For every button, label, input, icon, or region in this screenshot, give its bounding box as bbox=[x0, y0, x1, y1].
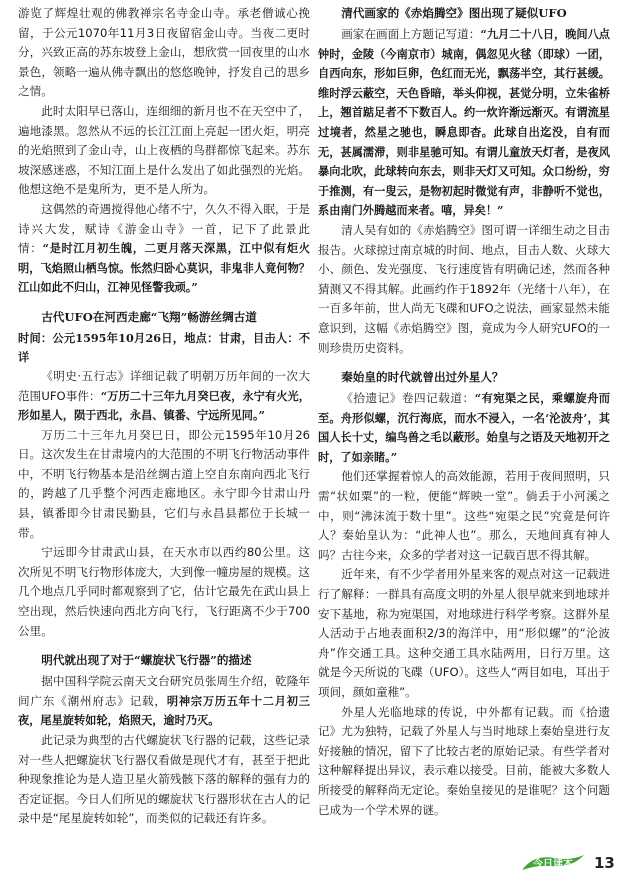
heading-qin-shihuang: 秦始皇的时代就曾出过外星人？ bbox=[341, 370, 504, 385]
logo-text: 今日读本 bbox=[533, 859, 573, 870]
paragraph-wu-youru: 清人吴有如的《赤焰腾空》图可谓一详细生动之目击报告。火球掠过南京城的时间、地点，目击人数、火球大小、颜色、发光强度、飞行速度皆有明确记述，然而各种猜测又不得其解。此画约作于1892年（光绪十八年），在一百多年前，世人尚无飞碟和UFO之说法，画家显然未能意识到，这幅《赤焰腾空》图，竟成为今人研究UFO的一则珍贵历史资料。 bbox=[318, 222, 610, 355]
paragraph-wushan: 宁远即今甘肃武山县，在天水市以西约80公里。这次所见不明飞行物形体庞大，大到像一幢房屋的规模。这几个地点几乎同时都观察到了它，估计它最先在武山县上空出现，然后快速向西北方向飞行，飞行距离不少于700公里。 bbox=[18, 545, 310, 638]
paragraph-spiral-record: 此记录为典型的古代螺旋状飞行器的记载，这些记录对一些人把螺旋状飞行器仅看做是现代才有，甚至于把此种现象推论为是人造卫星火箭残骸下落的解释的强有力的否定证据。今日人们所见的螺旋状飞行器形状在古人的记录中是“尾星旋转如轮”，而类似的记载还有许多。 bbox=[18, 733, 310, 826]
chaozhou-intro: 据中国科学院云南天文台研究员张周生介绍，乾隆年间广东《潮州府志》记载， bbox=[18, 674, 310, 708]
inscription-intro: 画家在画面上方题记写道： bbox=[341, 27, 481, 41]
poem-quote: “是时江月初生魄，二更月落天深黑，江中似有炬火明，飞焰照山栖鸟惊。怅然归卧心莫识，非鬼非人竟何物？江山如此不归山，江神见怪警我顽。” bbox=[18, 241, 310, 295]
event-meta-1595: 时间：公元1595年10月26日，地点：甘肃，目击人：不详 bbox=[18, 330, 310, 364]
mingshi-intro: 《明史·五行志》详细记载了明朝万历年间的一次大范围UFO事件： bbox=[18, 368, 310, 403]
mingshi-quote: “万历二十三年九月癸巳夜，永宁有火光，形如星人，陨于西北，永昌、镇番、宁远所见同。” bbox=[18, 388, 310, 423]
paragraph-chaozhou bbox=[18, 672, 310, 731]
paragraph-night-fire: 此时太阳早已落山，连细细的新月也不在天空中了，遍地漆黑。忽然从不远的长江江面上亮起一团火炬，明亮的光焰照到了金山寺，山上夜栖的鸟群都惊飞起来。苏东坡深感迷惑，不知江面上是什么发出了如此强烈的光焰。他想这绝不是鬼所为，更不是人所为。 bbox=[18, 103, 310, 197]
paragraph-painting-inscription bbox=[318, 25, 610, 221]
shiyiji-intro: 《拾遗记》卷四记载道： bbox=[341, 391, 475, 406]
paragraph-mingshi bbox=[18, 367, 310, 426]
heading-spiral-craft: 明代就出现了对于“螺旋状飞行器”的描述 bbox=[41, 653, 252, 668]
paragraph-1595-event: 万历二十三年九月癸巳日，即公元1595年10月26日。这次发生在甘肃境内的大范围的不明飞行物活动事件中，不明飞行物基本是沿丝绸古道上空自东南向西北飞行的，跨越了几乎整个河西走廊地区。永宁即今甘肃山丹县，镇番即今甘肃民勤县，它们与永昌县都位于长城一带。 bbox=[18, 427, 310, 540]
right-column bbox=[318, 4, 610, 820]
left-column bbox=[18, 4, 310, 829]
paragraph-jinshan-visit: 游览了辉煌壮观的佛教禅宗名寺金山寺。承老僧诚心挽留，于公元1070年11月3日夜留宿金山寺。当夜二更时分，兴致正高的苏东坡登上金山，想欣赏一回夜里的山水景色，领略一遍从佛寺飘出的悠悠晚钟，抒发自己的思乡之情。 bbox=[18, 6, 310, 99]
paragraph-poem-intro bbox=[18, 200, 310, 298]
paragraph-shiyiji bbox=[318, 389, 610, 467]
page-number: 13 bbox=[594, 854, 615, 872]
heading-hexi-corridor: 古代UFO在河西走廊“飞翔”畅游丝绸古道 bbox=[41, 309, 257, 324]
magazine-logo bbox=[520, 852, 586, 874]
poem-intro-text: 这偶然的奇遇搅得他心绪不宁，久久不得入眠，于是诗兴大发，赋诗《游金山寺》一首，记下了此景此情： bbox=[18, 201, 310, 256]
paragraph-alien-explanation: 近年来，有不少学者用外星来客的观点对这一记载进行了解释：一群具有高度文明的外星人很早就来到地球并安下基地，称为宛渠国，对地球进行科学考察。这群外星人活动于占地表面积2/3的海洋中，用“形似螺”的“沦波舟”作交通工具。这种交通工具水陆两用，日行万里。这就是今天所说的飞碟（UFO）。这些人“两目如电，耳出于项间，颜如童稚”。 bbox=[318, 567, 610, 699]
paragraph-energy: 他们还掌握着惊人的高效能源，若用于夜间照明，只需“状如粟”的一粒，便能“辉映一堂”。倘丢于小河溪之中，则“沸沫流于数十里”。这些“宛渠之民”究竟是何许人？秦始皇认为：“此神人也”。那么，天地间真有神人吗？古往今来，众多的学者对这一记载百思不得其解。 bbox=[318, 469, 610, 562]
heading-chiyan-tengkong: 清代画家的《赤焰腾空》图出现了疑似UFO bbox=[341, 6, 567, 20]
inscription-quote: “九月二十八日，晚间八点钟时，金陵（今南京市）城南，偶忽见火毬（即球）一团，自西向东，形如巨卵，色红而无光，飘荡半空，其行甚缓。维时浮云蔽空，天色昏暗，举头仰视，甚觉分明，立朱雀桥上，翘首踮足者不下数百人。约一炊许渐远渐灭。有谓流星过境者，然星之驰也，瞬息即杳。此球自出迄没，自有而无，甚属濡滞，则非星驰可知。有谓儿童放天灯者，是夜风暴向北吹，此球转向东去，则非天灯又可知。众口纷纷，穷于推测，有一叟云，是物初起时微觉有声，非静听不觉也，系由南门外腾越而来者。嘻，异矣！” bbox=[318, 27, 610, 218]
shiyiji-quote: “有宛渠之民，乘螺旋舟而至。舟形似螺，沉行海底，而水不浸入，一名‘沦波舟’，其国人长十丈，编鸟兽之毛以蔽形。始皇与之语及天地初开之时，了如亲睹。” bbox=[318, 391, 610, 464]
paragraph-legend-summary: 外星人光临地球的传说，中外都有记载。而《拾遗记》尤为独特，记载了外星人与当时地球上秦始皇进行友好接触的情况，留下了比较古老的原始记录。有些学者对这种解释提出异议，表示难以接受。目前，能被大多数人所接受的解释尚无定论。秦始皇接见的是谁呢？这个问题已成为一个学术界的谜。 bbox=[318, 704, 610, 817]
chaozhou-quote: 明神宗万历五年十二月初三夜，尾星旋转如轮，焰照天，逾时乃灭。 bbox=[18, 693, 310, 728]
page-footer bbox=[520, 850, 620, 878]
